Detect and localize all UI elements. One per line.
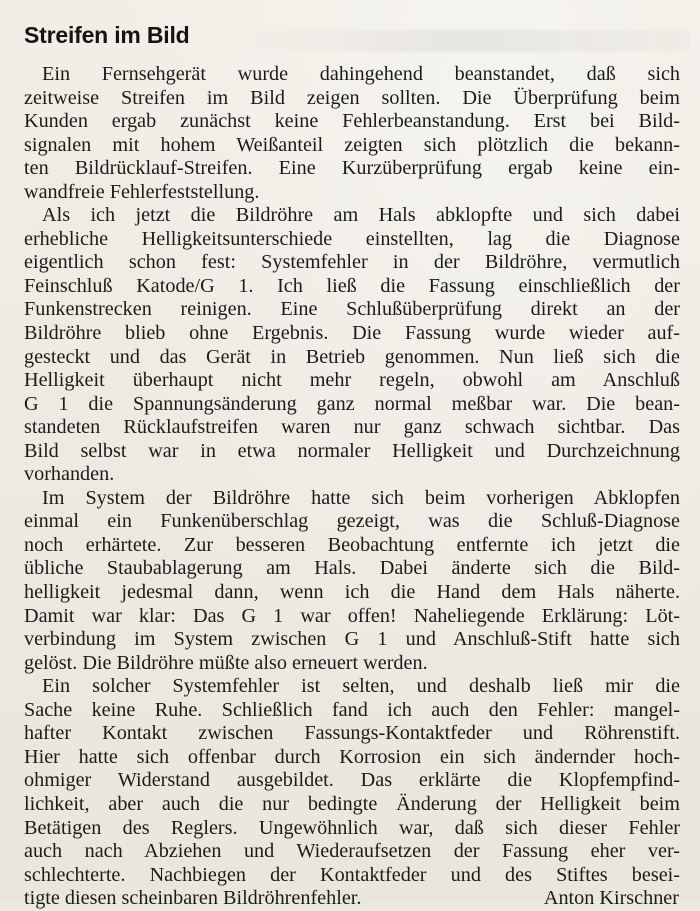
text-line: Bildröhre blieb ohne Ergebnis. Die Fassung wurde wieder auf- xyxy=(24,322,680,345)
text-line: G 1 die Spannungsänderung ganz normal meßbar war. Die bean- xyxy=(24,392,680,415)
paragraph-2 xyxy=(24,204,680,487)
text-line: tigte diesen scheinbaren Bildröhrenfehler. xyxy=(24,887,362,910)
text-line: gesteckt und das Gerät in Betrieb genommen. Nun ließ sich die xyxy=(24,345,680,368)
text-line: übliche Staubablagerung am Hals. Dabei änderte sich die Bild- xyxy=(24,557,680,580)
text-line: gelöst. Die Bildröhre müßte also erneuert werden. xyxy=(24,651,428,674)
article-title: Streifen im Bild xyxy=(24,22,190,48)
paragraph-4 xyxy=(24,675,680,910)
text-line: eigentlich schon fest: Systemfehler in der Bildröhre, vermutlich xyxy=(24,251,680,274)
article-body xyxy=(24,63,680,911)
text-line: Hier hatte sich offenbar durch Korrosion ein sich ändernder hoch- xyxy=(24,745,680,768)
show-through-shadow xyxy=(230,30,690,52)
text-line: Ein solcher Systemfehler ist selten, und deshalb ließ mir die xyxy=(42,675,680,698)
paragraph-1 xyxy=(24,63,680,204)
text-line: schlechterte. Nachbiegen der Kontaktfeder und des Stiftes besei- xyxy=(24,863,680,886)
paragraph-3 xyxy=(24,487,680,675)
text-line: erhebliche Helligkeitsunterschiede einstellten, lag die Diagnose xyxy=(24,227,680,250)
text-line: Funkenstrecken reinigen. Eine Schlußüberprüfung direkt an der xyxy=(24,298,680,321)
text-line: Damit war klar: Das G 1 war offen! Naheliegende Erklärung: Löt- xyxy=(24,604,680,627)
text-line: Ein Fernsehgerät wurde dahingehend beanstandet, daß sich xyxy=(42,63,680,85)
text-line: Helligkeit überhaupt nicht mehr regeln, obwohl am Anschluß xyxy=(24,369,680,392)
text-line: Feinschluß Katode/G 1. Ich ließ die Fassung einschließlich der xyxy=(24,274,680,297)
text-line: Als ich jetzt die Bildröhre am Hals abklopfte und sich dabei xyxy=(42,204,680,227)
text-line: auch nach Abziehen und Wiederaufsetzen der Fassung eher ver- xyxy=(24,840,680,863)
text-line: helligkeit jedesmal dann, wenn ich die Hand dem Hals näherte. xyxy=(24,581,680,604)
text-line: standeten Rücklaufstreifen waren nur ganz schwach sichtbar. Das xyxy=(24,416,680,439)
text-line: ten Bildrücklauf-Streifen. Eine Kurzüberprüfung ergab keine ein- xyxy=(24,157,680,180)
text-line: zeitweise Streifen im Bild zeigen sollten. Die Überprüfung beim xyxy=(24,86,680,109)
text-line: verbindung im System zwischen G 1 und Anschluß-Stift hatte sich xyxy=(24,628,680,651)
text-line: wandfreie Fehlerfeststellung. xyxy=(24,180,260,203)
text-line: noch erhärtete. Zur besseren Beobachtung entfernte ich jetzt die xyxy=(24,533,680,556)
closing-line xyxy=(24,887,680,911)
text-line: lichkeit, aber auch die nur bedingte Änderung der Helligkeit beim xyxy=(24,792,680,815)
author-byline: Anton Kirschner xyxy=(543,887,679,910)
text-line: Kunden ergab zunächst keine Fehlerbeanstandung. Erst bei Bild- xyxy=(24,110,680,133)
text-line: Betätigen des Reglers. Ungewöhnlich war, daß sich dieser Fehler xyxy=(24,816,680,839)
text-line: Im System der Bildröhre hatte sich beim vorherigen Abklopfen xyxy=(42,486,680,509)
text-line: hafter Kontakt zwischen Fassungs-Kontaktfeder und Röhrenstift. xyxy=(24,722,680,745)
text-line: ohmiger Widerstand ausgebildet. Das erklärte die Klopfempfind- xyxy=(24,769,680,792)
text-line: Sache keine Ruhe. Schließlich fand ich auch den Fehler: mangel- xyxy=(24,698,680,721)
text-line: vorhanden. xyxy=(24,463,115,486)
text-line: einmal ein Funkenüberschlag gezeigt, was die Schluß-Diagnose xyxy=(24,510,680,533)
text-line: Bild selbst war in etwa normaler Helligkeit und Durchzeichnung xyxy=(24,439,680,462)
text-line: signalen mit hohem Weißanteil zeigten sich plötzlich die bekann- xyxy=(24,133,680,156)
